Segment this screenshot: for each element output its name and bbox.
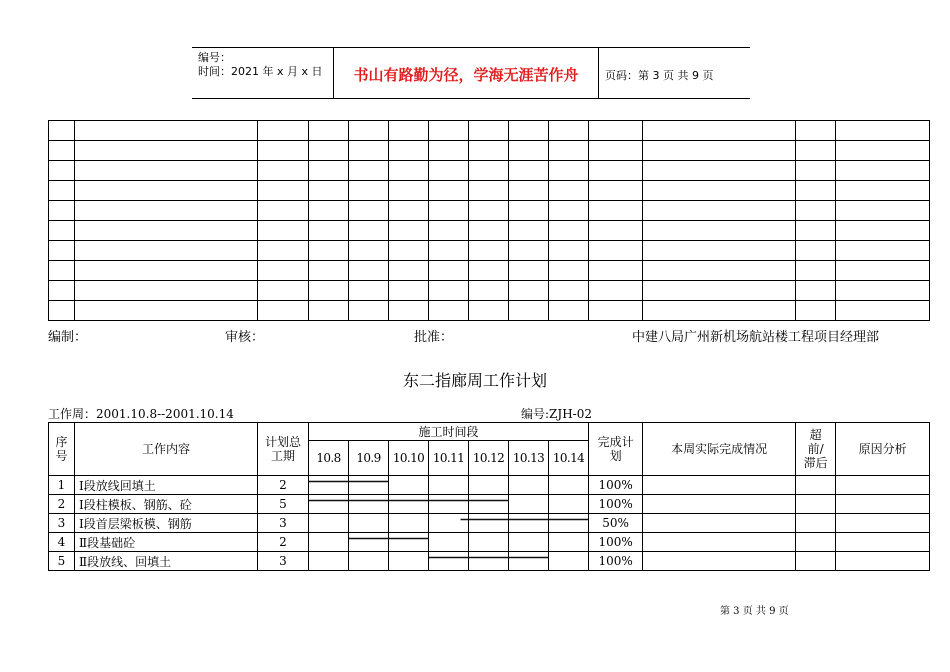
blank-cell: [469, 221, 509, 241]
row-content: Ⅱ段放线、回填土: [75, 552, 258, 571]
blank-cell: [258, 301, 309, 321]
header-completion: [589, 423, 643, 476]
timeline-cell: [469, 552, 509, 571]
blank-cell: [309, 241, 349, 261]
blank-cell: [429, 141, 469, 161]
blank-cell: [549, 301, 589, 321]
header-motto-cell: [334, 48, 599, 98]
blank-cell: [589, 241, 643, 261]
organization-name: 中建八局广州新机场航站楼工程项目经理部: [632, 330, 880, 345]
row-seq: 3: [49, 514, 75, 533]
row-duration: 3: [258, 552, 309, 571]
header-period: 施工时间段: [309, 423, 589, 441]
blank-cell: [836, 261, 930, 281]
blank-row: [49, 221, 930, 241]
blank-cell: [349, 201, 389, 221]
header-ahead: [796, 423, 836, 476]
timeline-cell: [389, 552, 429, 571]
reviewed-by-label: 审核：: [225, 330, 265, 345]
row-completion: 100%: [589, 552, 643, 571]
timeline-cell: [549, 476, 589, 495]
row-seq: 4: [49, 533, 75, 552]
blank-cell: [643, 121, 796, 141]
blank-cell: [796, 281, 836, 301]
blank-cell: [309, 261, 349, 281]
timeline-cell: [309, 533, 349, 552]
blank-cell: [349, 261, 389, 281]
header-duration-text: 计划总工期: [264, 435, 301, 463]
blank-cell: [836, 141, 930, 161]
blank-cell: [389, 241, 429, 261]
blank-cell: [49, 181, 75, 201]
blank-cell: [49, 281, 75, 301]
blank-cell: [469, 261, 509, 281]
blank-cell: [49, 301, 75, 321]
blank-cell: [509, 301, 549, 321]
blank-cell: [75, 181, 258, 201]
blank-cell: [389, 261, 429, 281]
blank-cell: [49, 241, 75, 261]
date-cell: 10.10: [389, 441, 429, 476]
blank-cell: [75, 141, 258, 161]
blank-cell: [389, 301, 429, 321]
blank-cell: [389, 221, 429, 241]
blank-cell: [796, 261, 836, 281]
timeline-cell: [509, 514, 549, 533]
page-info: 页码：第 3 页 共 9 页: [605, 69, 714, 82]
blank-cell: [309, 161, 349, 181]
plan-row: [49, 552, 930, 571]
plan-row: [49, 476, 930, 495]
header-ahead-text: 超前/滞后: [803, 428, 828, 470]
timeline-cell: [309, 514, 349, 533]
blank-row: [49, 121, 930, 141]
timeline-cell: [469, 476, 509, 495]
blank-cell: [349, 281, 389, 301]
header-motto: 书山有路勤为径，学海无涯苦作舟: [353, 66, 579, 84]
blank-cell: [549, 161, 589, 181]
timeline-cell: [509, 495, 549, 514]
header-page-cell: [599, 48, 750, 98]
weekly-plan-table: [48, 422, 930, 571]
row-duration: 3: [258, 514, 309, 533]
blank-cell: [643, 161, 796, 181]
timeline-cell: [309, 495, 349, 514]
page-footer: 第 3 页 共 9 页: [720, 606, 789, 617]
date-cell: 10.9: [349, 441, 389, 476]
blank-table: [48, 120, 930, 321]
blank-cell: [549, 261, 589, 281]
timeline-cell: [549, 552, 589, 571]
blank-cell: [589, 161, 643, 181]
blank-cell: [309, 301, 349, 321]
blank-cell: [75, 221, 258, 241]
blank-cell: [258, 281, 309, 301]
prepared-by-label: 编制：: [48, 330, 88, 345]
row-seq: 5: [49, 552, 75, 571]
blank-cell: [796, 181, 836, 201]
blank-cell: [389, 161, 429, 181]
blank-cell: [589, 261, 643, 281]
blank-cell: [429, 281, 469, 301]
blank-cell: [309, 281, 349, 301]
blank-cell: [509, 121, 549, 141]
blank-cell: [509, 181, 549, 201]
blank-cell: [49, 201, 75, 221]
blank-cell: [836, 201, 930, 221]
blank-cell: [429, 121, 469, 141]
blank-cell: [309, 181, 349, 201]
blank-cell: [836, 121, 930, 141]
timeline-cell: [469, 514, 509, 533]
timeline-cell: [389, 495, 429, 514]
row-duration: 2: [258, 476, 309, 495]
date-cell: 10.11: [429, 441, 469, 476]
blank-cell: [469, 241, 509, 261]
blank-cell: [643, 281, 796, 301]
row-reason: [836, 495, 930, 514]
row-ahead: [796, 476, 836, 495]
blank-cell: [349, 241, 389, 261]
blank-cell: [509, 281, 549, 301]
timeline-cell: [509, 533, 549, 552]
timeline-cell: [349, 552, 389, 571]
work-week: 工作周：2001.10.8--2001.10.14: [48, 407, 234, 421]
blank-cell: [589, 181, 643, 201]
blank-cell: [258, 121, 309, 141]
row-ahead: [796, 514, 836, 533]
blank-cell: [258, 161, 309, 181]
plan-row: [49, 514, 930, 533]
blank-cell: [75, 161, 258, 181]
blank-cell: [309, 141, 349, 161]
row-reason: [836, 514, 930, 533]
blank-cell: [49, 221, 75, 241]
blank-cell: [75, 261, 258, 281]
blank-cell: [509, 141, 549, 161]
header-actual: 本周实际完成情况: [643, 423, 796, 476]
row-actual: [643, 495, 796, 514]
date-cell: 10.8: [309, 441, 349, 476]
document-time: 时间：2021 年 x 月 x 日: [198, 65, 323, 78]
timeline-cell: [389, 476, 429, 495]
blank-cell: [75, 201, 258, 221]
blank-cell: [509, 221, 549, 241]
timeline-cell: [349, 533, 389, 552]
blank-cell: [389, 281, 429, 301]
blank-cell: [429, 161, 469, 181]
blank-cell: [836, 281, 930, 301]
row-reason: [836, 552, 930, 571]
blank-cell: [469, 181, 509, 201]
blank-cell: [509, 241, 549, 261]
blank-cell: [509, 201, 549, 221]
blank-cell: [429, 261, 469, 281]
blank-cell: [509, 261, 549, 281]
plan-row: [49, 495, 930, 514]
blank-cell: [258, 181, 309, 201]
header-meta-cell: [192, 48, 334, 98]
row-ahead: [796, 533, 836, 552]
timeline-cell: [549, 514, 589, 533]
blank-row: [49, 141, 930, 161]
blank-cell: [589, 201, 643, 221]
blank-cell: [49, 141, 75, 161]
blank-cell: [643, 141, 796, 161]
blank-cell: [589, 281, 643, 301]
blank-cell: [258, 241, 309, 261]
blank-cell: [349, 301, 389, 321]
blank-cell: [796, 301, 836, 321]
blank-cell: [49, 161, 75, 181]
timeline-cell: [469, 533, 509, 552]
blank-cell: [643, 261, 796, 281]
blank-cell: [349, 221, 389, 241]
row-actual: [643, 533, 796, 552]
blank-cell: [796, 241, 836, 261]
blank-cell: [549, 141, 589, 161]
blank-cell: [836, 161, 930, 181]
blank-cell: [589, 221, 643, 241]
blank-cell: [469, 141, 509, 161]
row-actual: [643, 514, 796, 533]
timeline-cell: [309, 552, 349, 571]
row-completion: 100%: [589, 495, 643, 514]
blank-cell: [389, 121, 429, 141]
row-ahead: [796, 495, 836, 514]
timeline-cell: [549, 533, 589, 552]
blank-cell: [75, 241, 258, 261]
row-seq: 1: [49, 476, 75, 495]
blank-cell: [309, 121, 349, 141]
page-header: [192, 47, 750, 99]
blank-cell: [549, 221, 589, 241]
date-cell: 10.12: [469, 441, 509, 476]
row-content: Ⅰ段柱模板、钢筋、砼: [75, 495, 258, 514]
timeline-cell: [429, 552, 469, 571]
blank-cell: [836, 181, 930, 201]
blank-cell: [643, 181, 796, 201]
blank-cell: [258, 201, 309, 221]
blank-cell: [549, 281, 589, 301]
timeline-cell: [389, 514, 429, 533]
blank-cell: [429, 241, 469, 261]
blank-row: [49, 161, 930, 181]
header-completion-text: 完成计划: [597, 435, 634, 463]
blank-cell: [836, 221, 930, 241]
row-completion: 100%: [589, 476, 643, 495]
plan-title: 东二指廊周工作计划: [402, 371, 547, 390]
blank-cell: [349, 161, 389, 181]
blank-cell: [429, 301, 469, 321]
header-seq: [49, 423, 75, 476]
row-completion: 50%: [589, 514, 643, 533]
header-reason: 原因分析: [836, 423, 930, 476]
blank-cell: [589, 141, 643, 161]
blank-cell: [796, 141, 836, 161]
timeline-cell: [429, 495, 469, 514]
row-content: Ⅰ段首层梁板模、钢筋: [75, 514, 258, 533]
blank-cell: [509, 161, 549, 181]
blank-cell: [258, 261, 309, 281]
plan-row: [49, 533, 930, 552]
blank-row: [49, 241, 930, 261]
row-ahead: [796, 552, 836, 571]
row-reason: [836, 476, 930, 495]
timeline-cell: [429, 514, 469, 533]
timeline-cell: [429, 476, 469, 495]
row-seq: 2: [49, 495, 75, 514]
blank-cell: [389, 201, 429, 221]
row-duration: 2: [258, 533, 309, 552]
blank-cell: [469, 201, 509, 221]
blank-cell: [469, 281, 509, 301]
approved-by-label: 批准：: [414, 330, 454, 345]
blank-cell: [549, 241, 589, 261]
header-seq-text: 序号: [55, 435, 68, 463]
blank-cell: [349, 141, 389, 161]
blank-cell: [309, 221, 349, 241]
row-duration: 5: [258, 495, 309, 514]
timeline-cell: [349, 495, 389, 514]
timeline-cell: [509, 552, 549, 571]
row-content: Ⅰ段放线回填土: [75, 476, 258, 495]
blank-cell: [469, 161, 509, 181]
date-cell: 10.14: [549, 441, 589, 476]
blank-row: [49, 201, 930, 221]
blank-cell: [429, 181, 469, 201]
row-completion: 100%: [589, 533, 643, 552]
blank-cell: [836, 301, 930, 321]
blank-cell: [549, 201, 589, 221]
blank-cell: [389, 141, 429, 161]
blank-cell: [49, 261, 75, 281]
blank-row: [49, 281, 930, 301]
blank-cell: [643, 221, 796, 241]
blank-cell: [643, 301, 796, 321]
timeline-cell: [389, 533, 429, 552]
blank-cell: [549, 121, 589, 141]
blank-cell: [349, 181, 389, 201]
row-actual: [643, 476, 796, 495]
timeline-cell: [349, 476, 389, 495]
blank-cell: [643, 241, 796, 261]
blank-cell: [389, 181, 429, 201]
blank-cell: [309, 201, 349, 221]
blank-cell: [258, 141, 309, 161]
blank-cell: [549, 181, 589, 201]
blank-row: [49, 301, 930, 321]
timeline-cell: [429, 533, 469, 552]
blank-cell: [349, 121, 389, 141]
timeline-cell: [309, 476, 349, 495]
blank-cell: [836, 241, 930, 261]
plan-code: 编号:ZJH-02: [521, 407, 592, 421]
blank-cell: [75, 121, 258, 141]
blank-row: [49, 181, 930, 201]
blank-cell: [258, 221, 309, 241]
header-content: 工作内容: [75, 423, 258, 476]
timeline-cell: [509, 476, 549, 495]
blank-cell: [75, 301, 258, 321]
blank-cell: [589, 301, 643, 321]
timeline-cell: [549, 495, 589, 514]
blank-cell: [796, 121, 836, 141]
blank-cell: [796, 201, 836, 221]
blank-cell: [49, 121, 75, 141]
timeline-cell: [349, 514, 389, 533]
timeline-cell: [469, 495, 509, 514]
row-content: Ⅱ段基础砼: [75, 533, 258, 552]
blank-cell: [796, 221, 836, 241]
blank-cell: [429, 201, 469, 221]
document-number-label: 编号：: [198, 51, 231, 64]
blank-cell: [589, 121, 643, 141]
blank-cell: [469, 121, 509, 141]
date-cell: 10.13: [509, 441, 549, 476]
row-reason: [836, 533, 930, 552]
blank-cell: [643, 201, 796, 221]
blank-cell: [429, 221, 469, 241]
row-actual: [643, 552, 796, 571]
blank-cell: [75, 281, 258, 301]
blank-row: [49, 261, 930, 281]
header-duration: [258, 423, 309, 476]
blank-cell: [469, 301, 509, 321]
blank-cell: [796, 161, 836, 181]
